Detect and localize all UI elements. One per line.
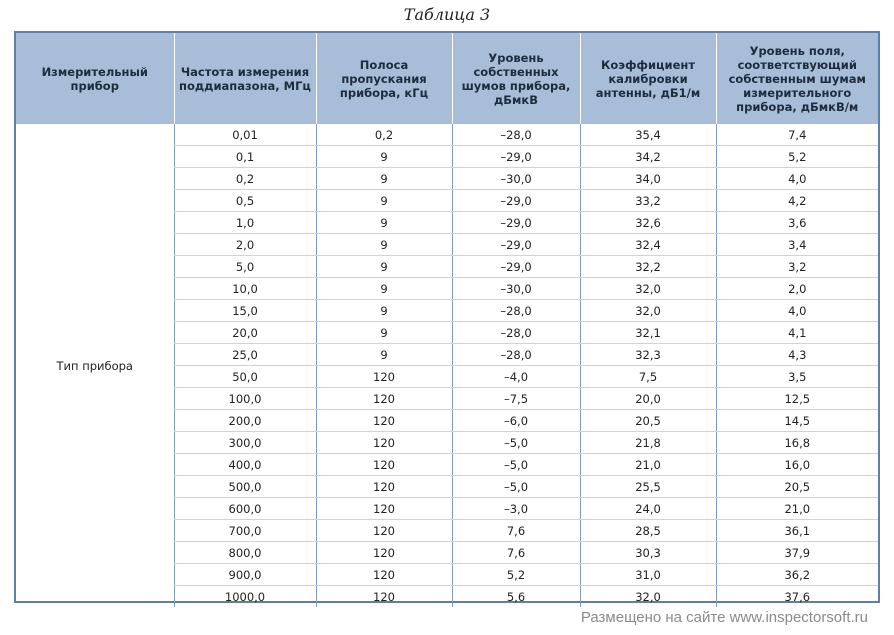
cell-field-level: 20,5	[716, 476, 878, 498]
cell-noise-level: –4,0	[452, 366, 580, 388]
cell-bandwidth: 0,2	[316, 124, 452, 146]
cell-frequency: 0,5	[174, 190, 316, 212]
cell-noise-level: –28,0	[452, 344, 580, 366]
cell-noise-level: 5,6	[452, 586, 580, 608]
cell-frequency: 300,0	[174, 432, 316, 454]
cell-noise-level: –28,0	[452, 124, 580, 146]
cell-antenna-factor: 31,0	[580, 564, 716, 586]
cell-field-level: 4,2	[716, 190, 878, 212]
cell-field-level: 37,9	[716, 542, 878, 564]
cell-noise-level: –5,0	[452, 432, 580, 454]
cell-frequency: 0,01	[174, 124, 316, 146]
table-header-row	[16, 33, 878, 124]
cell-frequency: 1000,0	[174, 586, 316, 608]
cell-frequency: 500,0	[174, 476, 316, 498]
cell-bandwidth: 120	[316, 564, 452, 586]
site-watermark: Размещено на сайте www.inspectorsoft.ru	[580, 609, 868, 626]
cell-noise-level: –28,0	[452, 322, 580, 344]
cell-noise-level: 7,6	[452, 542, 580, 564]
cell-frequency: 900,0	[174, 564, 316, 586]
cell-field-level: 14,5	[716, 410, 878, 432]
cell-antenna-factor: 32,3	[580, 344, 716, 366]
cell-field-level: 3,4	[716, 234, 878, 256]
cell-field-level: 16,0	[716, 454, 878, 476]
cell-field-level: 36,1	[716, 520, 878, 542]
cell-field-level: 3,2	[716, 256, 878, 278]
cell-bandwidth: 120	[316, 410, 452, 432]
cell-antenna-factor: 25,5	[580, 476, 716, 498]
cell-noise-level: –5,0	[452, 476, 580, 498]
cell-bandwidth: 9	[316, 300, 452, 322]
header-device: Измерительный прибор	[16, 33, 174, 124]
cell-bandwidth: 9	[316, 344, 452, 366]
cell-field-level: 21,0	[716, 498, 878, 520]
cell-bandwidth: 120	[316, 454, 452, 476]
cell-frequency: 600,0	[174, 498, 316, 520]
cell-frequency: 10,0	[174, 278, 316, 300]
cell-bandwidth: 120	[316, 542, 452, 564]
cell-bandwidth: 120	[316, 520, 452, 542]
cell-antenna-factor: 7,5	[580, 366, 716, 388]
cell-noise-level: –29,0	[452, 190, 580, 212]
cell-field-level: 12,5	[716, 388, 878, 410]
cell-antenna-factor: 32,1	[580, 322, 716, 344]
cell-noise-level: –29,0	[452, 256, 580, 278]
cell-frequency: 200,0	[174, 410, 316, 432]
cell-bandwidth: 120	[316, 498, 452, 520]
cell-field-level: 3,5	[716, 366, 878, 388]
header-field-level: Уровень поля, соответствующий собственным шумам измерительного прибора, дБмкВ/м	[716, 33, 878, 124]
cell-antenna-factor: 32,0	[580, 278, 716, 300]
cell-field-level: 4,0	[716, 168, 878, 190]
cell-bandwidth: 120	[316, 476, 452, 498]
cell-field-level: 4,3	[716, 344, 878, 366]
cell-antenna-factor: 32,0	[580, 586, 716, 608]
table-body	[16, 124, 878, 607]
cell-frequency: 100,0	[174, 388, 316, 410]
cell-bandwidth: 9	[316, 256, 452, 278]
cell-noise-level: –29,0	[452, 212, 580, 234]
cell-noise-level: –29,0	[452, 234, 580, 256]
cell-bandwidth: 9	[316, 168, 452, 190]
cell-field-level: 5,2	[716, 146, 878, 168]
cell-frequency: 5,0	[174, 256, 316, 278]
cell-field-level: 2,0	[716, 278, 878, 300]
cell-antenna-factor: 30,3	[580, 542, 716, 564]
cell-antenna-factor: 33,2	[580, 190, 716, 212]
header-noise-level: Уровень собственных шумов прибора, дБмкВ	[452, 33, 580, 124]
cell-antenna-factor: 35,4	[580, 124, 716, 146]
cell-noise-level: 5,2	[452, 564, 580, 586]
cell-antenna-factor: 32,2	[580, 256, 716, 278]
cell-device-type: Тип прибора	[56, 358, 133, 373]
cell-bandwidth: 9	[316, 212, 452, 234]
cell-frequency: 1,0	[174, 212, 316, 234]
cell-frequency: 20,0	[174, 322, 316, 344]
cell-frequency: 0,2	[174, 168, 316, 190]
cell-antenna-factor: 21,8	[580, 432, 716, 454]
cell-noise-level: –7,5	[452, 388, 580, 410]
cell-field-level: 4,0	[716, 300, 878, 322]
cell-bandwidth: 120	[316, 388, 452, 410]
cell-bandwidth: 120	[316, 432, 452, 454]
cell-field-level: 36,2	[716, 564, 878, 586]
cell-antenna-factor: 28,5	[580, 520, 716, 542]
cell-bandwidth: 9	[316, 322, 452, 344]
cell-noise-level: –30,0	[452, 168, 580, 190]
cell-antenna-factor: 20,0	[580, 388, 716, 410]
cell-antenna-factor: 32,4	[580, 234, 716, 256]
cell-antenna-factor: 34,2	[580, 146, 716, 168]
cell-antenna-factor: 32,0	[580, 300, 716, 322]
cell-noise-level: –28,0	[452, 300, 580, 322]
cell-frequency: 0,1	[174, 146, 316, 168]
cell-field-level: 3,6	[716, 212, 878, 234]
header-antenna-factor: Коэффициент калибровки антенны, дБ1/м	[580, 33, 716, 124]
cell-noise-level: –3,0	[452, 498, 580, 520]
cell-field-level: 4,1	[716, 322, 878, 344]
cell-antenna-factor: 21,0	[580, 454, 716, 476]
cell-antenna-factor: 32,6	[580, 212, 716, 234]
data-table	[16, 33, 878, 607]
cell-noise-level: –30,0	[452, 278, 580, 300]
cell-noise-level: –29,0	[452, 146, 580, 168]
cell-noise-level: 7,6	[452, 520, 580, 542]
table-caption: Таблица 3	[403, 5, 491, 24]
cell-antenna-factor: 34,0	[580, 168, 716, 190]
cell-noise-level: –6,0	[452, 410, 580, 432]
cell-antenna-factor: 20,5	[580, 410, 716, 432]
cell-antenna-factor: 24,0	[580, 498, 716, 520]
data-table-frame	[14, 31, 880, 603]
header-frequency: Частота измерения поддиапазона, МГц	[174, 33, 316, 124]
cell-bandwidth: 9	[316, 278, 452, 300]
cell-field-level: 37,6	[716, 586, 878, 608]
cell-frequency: 2,0	[174, 234, 316, 256]
cell-field-level: 7,4	[716, 124, 878, 146]
cell-bandwidth: 9	[316, 234, 452, 256]
header-bandwidth: Полоса пропускания прибора, кГц	[316, 33, 452, 124]
cell-frequency: 800,0	[174, 542, 316, 564]
cell-frequency: 15,0	[174, 300, 316, 322]
table-row	[16, 124, 878, 146]
cell-field-level: 16,8	[716, 432, 878, 454]
cell-frequency: 25,0	[174, 344, 316, 366]
cell-noise-level: –5,0	[452, 454, 580, 476]
cell-bandwidth: 9	[316, 190, 452, 212]
cell-frequency: 400,0	[174, 454, 316, 476]
cell-bandwidth: 120	[316, 586, 452, 608]
cell-bandwidth: 120	[316, 366, 452, 388]
cell-bandwidth: 9	[316, 146, 452, 168]
cell-frequency: 50,0	[174, 366, 316, 388]
cell-frequency: 700,0	[174, 520, 316, 542]
